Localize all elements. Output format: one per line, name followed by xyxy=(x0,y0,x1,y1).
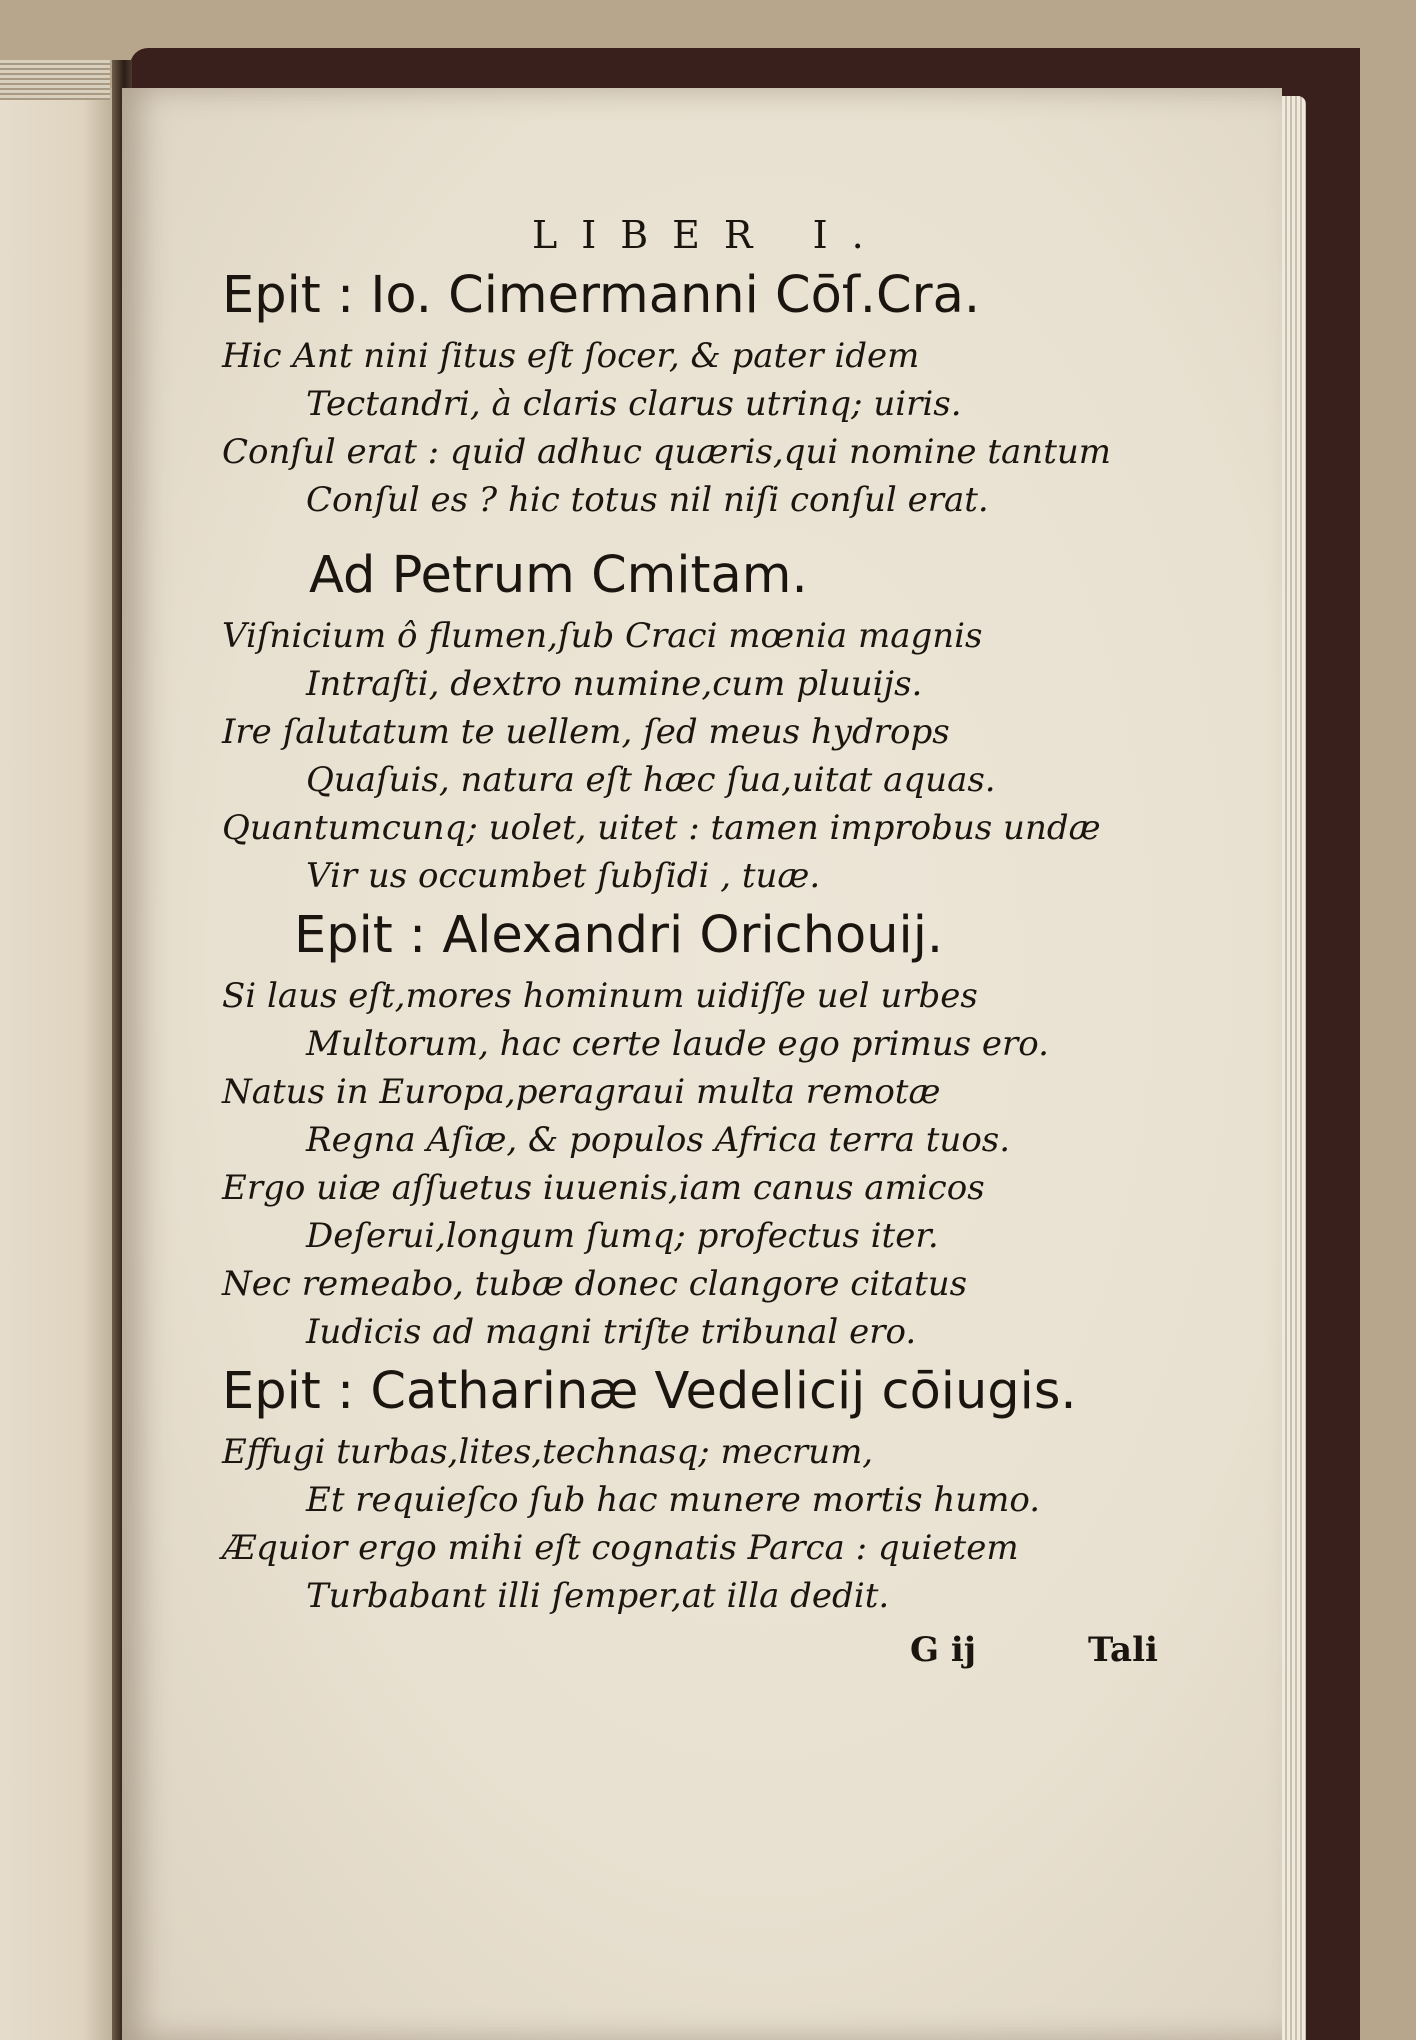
verse-line: Iudicis ad magni triſte tribunal ero. xyxy=(306,1312,917,1352)
verse-line: Conſul erat : quid adhuc quæris,qui nomine tantum xyxy=(222,432,1111,472)
section-heading: Epit : Catharinæ Vedelicij cōiugis. xyxy=(222,1362,1077,1421)
verse-line: Quantumcunq; uolet, uitet : tamen improbus undæ xyxy=(222,808,1101,848)
verse-line: Conſul es ? hic totus nil niſi conſul erat. xyxy=(306,480,989,520)
page-edges-left xyxy=(0,60,110,100)
verse-line: Turbabant illi ſemper,at illa dedit. xyxy=(306,1576,890,1616)
verse-line: Hic Ant nini ſitus eſt ſocer, & pater idem xyxy=(222,336,920,376)
verse-line: Ire ſalutatum te uellem, ſed meus hydrops xyxy=(222,712,950,752)
facing-page xyxy=(0,88,118,2040)
section-heading: Epit : Alexandri Orichouij. xyxy=(294,906,944,965)
verse-line: Si laus eſt,mores hominum uidiſſe uel urbes xyxy=(222,976,978,1016)
verse-line: Viſnicium ô flumen,ſub Craci mœnia magnis xyxy=(222,616,983,656)
verse-line: Nec remeabo, tubæ donec clangore citatus xyxy=(222,1264,968,1304)
page-text xyxy=(222,210,1222,1680)
section-heading: Epit : Io. Cimermanni Cōſ.Cra. xyxy=(222,266,981,325)
verse-line: Natus in Europa,peragraui multa remotæ xyxy=(222,1072,941,1112)
verse-line: Quaſuis, natura eſt hæc ſua,uitat aquas. xyxy=(306,760,996,800)
verse-line: Et requieſco ſub hac munere mortis humo. xyxy=(306,1480,1041,1520)
verse-line: Vir us occumbet ſubſidi , tuæ. xyxy=(306,856,821,896)
section-heading: Ad Petrum Cmitam. xyxy=(309,546,808,605)
catchword: Tali xyxy=(1088,1630,1158,1670)
verse-line: Deſerui,longum ſumq; profectus iter. xyxy=(306,1216,939,1256)
page-footer xyxy=(222,1620,1222,1680)
book-page xyxy=(122,88,1282,2040)
verse-line: Æquior ergo mihi eſt cognatis Parca : quietem xyxy=(222,1528,1019,1568)
verse-line: Ergo uiæ aſſuetus iuuenis,iam canus amicos xyxy=(222,1168,985,1208)
signature-mark: G ij xyxy=(910,1630,977,1670)
verse-line: Intraſti, dextro numine,cum pluuijs. xyxy=(306,664,923,704)
verse-line: Effugi turbas,lites,technasq; mecrum, xyxy=(222,1432,874,1472)
running-head: LIBER I. xyxy=(532,213,888,257)
verse-line: Tectandri, à claris clarus utrinq; uiris. xyxy=(306,384,962,424)
verse-line: Multorum, hac certe laude ego primus ero. xyxy=(306,1024,1049,1064)
verse-line: Regna Aſiæ, & populos Africa terra tuos. xyxy=(306,1120,1011,1160)
